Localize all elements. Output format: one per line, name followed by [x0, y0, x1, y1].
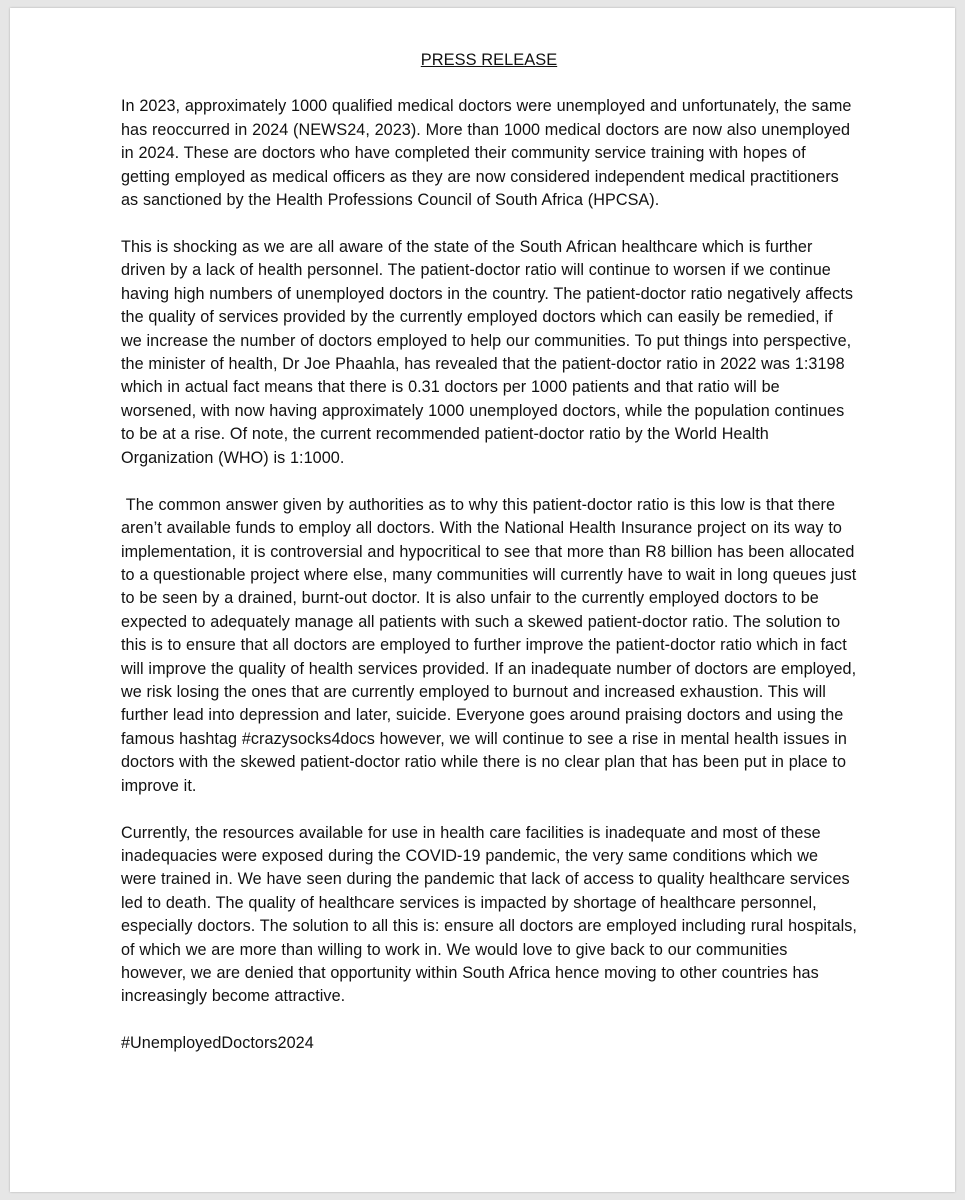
paragraph-resources-and-solution: Currently, the resources available for use in health care facilities is inadequate and most of these inadequacies were exposed during the COVID-19 pandemic, the very same conditions which we were trained in. We have seen during the pandemic that lack of access to quality healthcare services led to death. The quality of healthcare services is impacted by shortage of healthcare personnel, especially doctors. The solution to all this is: ensure all doctors are employed including rural hospitals, of which we are more than willing to work in. We would love to give back to our communities however, we are denied that opportunity within South Africa hence moving to other countries has increasingly become attractive. — [121, 823, 857, 1006]
paragraph-unemployment-overview: In 2023, approximately 1000 qualified medical doctors were unemployed and unfortunately, the same has reoccurred in 2024 (NEWS24, 2023). More than 1000 medical doctors are now also unemployed in 2024. These are doctors who have completed their community service training with hopes of getting employed as medical officers as they are now considered independent medical practitioners as sanctioned by the Health Professions Council of South Africa (HPCSA). — [121, 97, 852, 210]
document-page — [10, 8, 955, 1192]
hashtag: #UnemployedDoctors2024 — [121, 1034, 314, 1053]
document-body — [121, 49, 862, 1056]
paragraph-patient-doctor-ratio: This is shocking as we are all aware of the state of the South African healthcare which is further driven by a lack of health personnel. The patient-doctor ratio will continue to worsen if we continue having high numbers of unemployed doctors in the country. The patient-doctor ratio negatively affects the quality of services provided by the currently employed doctors which can easily be remedied, if we increase the number of doctors employed to help our communities. To put things into perspective, the minister of health, Dr Joe Phaahla, has revealed that the patient-doctor ratio in 2022 was 1:3198 which in actual fact means that there is 0.31 doctors per 1000 patients and that ratio will be worsened, with now having approximately 1000 unemployed doctors, while the population continues to be at a rise. Of note, the current recommended patient-doctor ratio by the World Health Organization (WHO) is 1:1000. — [121, 238, 854, 467]
page-title: PRESS RELEASE — [420, 51, 558, 69]
paragraph-funding-and-burnout: The common answer given by authorities as to why this patient-doctor ratio is this low is that there aren’t available funds to employ all doctors. With the National Health Insurance project on its way to implementation, it is controversial and hypocritical to see that more than R8 billion has been allocated to a questionable project where else, many communities will currently have to wait in long queues just to be seen by a drained, burnt-out doctor. It is also unfair to the currently employed doctors to be expected to adequately manage all patients with such a skewed patient-doctor ratio. The solution to this is to ensure that all doctors are employed to further improve the patient-doctor ratio which in fact will improve the quality of health services provided. If an inadequate number of doctors are employed, we risk losing the ones that are currently employed to burnout and increased exhaustion. This will further lead into depression and later, suicide. Everyone goes around praising doctors and using the famous hashtag #crazysocks4docs however, we will continue to see a rise in mental health issues in doctors with the skewed patient-doctor ratio while there is no clear plan that has been put in place to improve it. — [121, 495, 862, 795]
